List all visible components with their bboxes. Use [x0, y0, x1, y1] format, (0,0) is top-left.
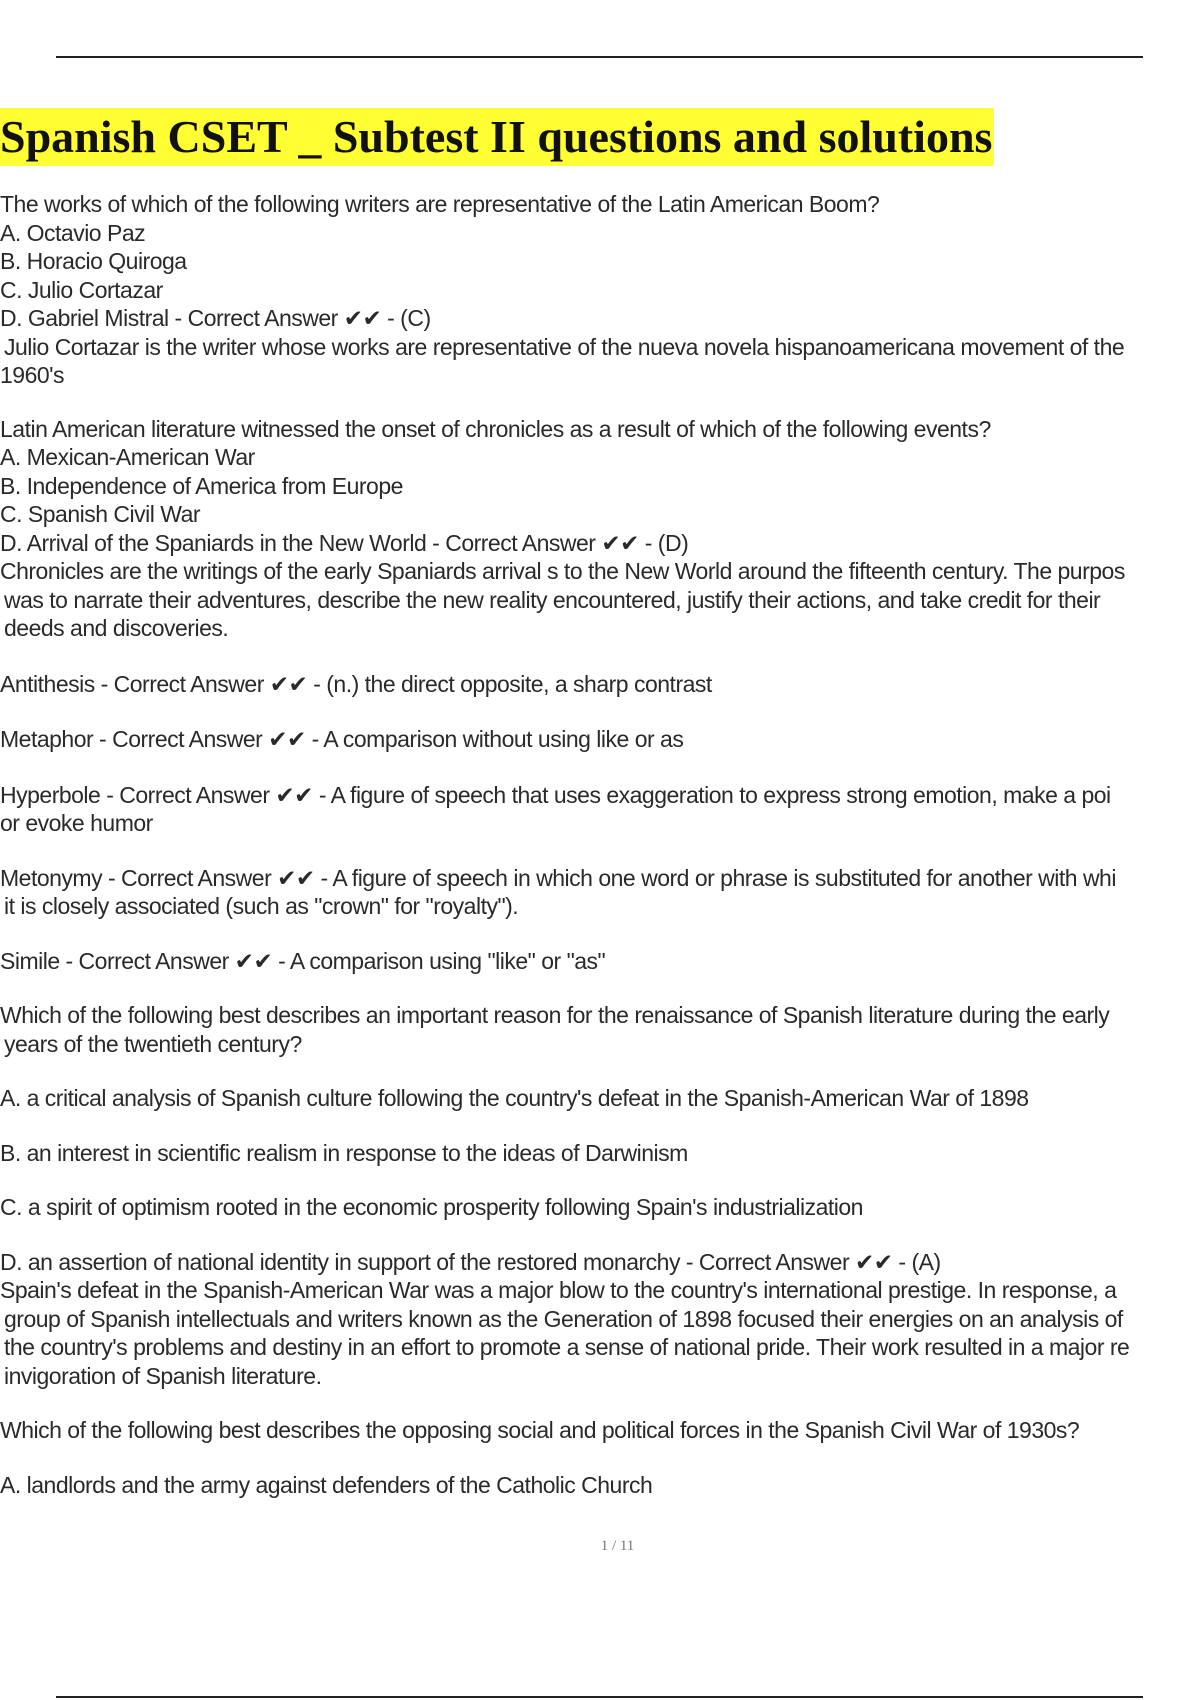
q3-option-b: B. an interest in scientific realism in response to the ideas of Darwinism	[0, 1139, 688, 1166]
document-body	[0, 190, 1200, 1499]
q3-question-line: years of the twentieth century?	[4, 1030, 302, 1057]
q1-option-d-answer: D. Gabriel Mistral - Correct Answer ✔✔ - (C)	[0, 305, 431, 331]
term-hyperbole-line: or evoke humor	[0, 810, 153, 836]
q3-option-d-answer: D. an assertion of national identity in support of the restored monarchy - Correct Answer ✔✔ - (A)	[0, 1248, 941, 1275]
q1-explanation-line: Julio Cortazar is the writer whose works are representative of the nueva novela hispanoamericana movement of the	[4, 333, 1125, 360]
q2-explanation-line: was to narrate their adventures, describe the new reality encountered, justify their actions, and take credit for their	[4, 586, 1101, 613]
bottom-rule	[56, 1696, 1143, 1698]
q4-question: Which of the following best describes the opposing social and political forces in the Spanish Civil War of 1930s?	[0, 1417, 1080, 1443]
q1-option-b: B. Horacio Quiroga	[0, 248, 187, 274]
q1-option-c: C. Julio Cortazar	[0, 276, 163, 303]
document-title: Spanish CSET _ Subtest II questions and solutions	[0, 108, 994, 166]
q1-question: The works of which of the following writers are representative of the Latin American Boom?	[0, 191, 880, 217]
q3-option-c: C. a spirit of optimism rooted in the economic prosperity following Spain's industrialization	[0, 1194, 863, 1220]
q3-explanation-line: the country's problems and destiny in an effort to promote a sense of national pride. Their work resulted in a major re	[4, 1334, 1130, 1360]
q2-option-b: B. Independence of America from Europe	[0, 472, 403, 499]
term-antithesis: Antithesis - Correct Answer ✔✔ - (n.) the direct opposite, a sharp contrast	[0, 670, 712, 697]
q3-explanation-line: group of Spanish intellectuals and writers known as the Generation of 1898 focused their energies on an analysis of	[4, 1305, 1123, 1332]
q3-explanation-line: Spain's defeat in the Spanish-American War was a major blow to the country's international prestige. In response, a	[0, 1277, 1117, 1303]
term-metaphor: Metaphor - Correct Answer ✔✔ - A comparison without using like or as	[0, 726, 684, 752]
page-number: 1 / 11	[600, 1538, 635, 1554]
q2-option-c: C. Spanish Civil War	[0, 501, 201, 527]
term-simile: Simile - Correct Answer ✔✔ - A comparison using "like" or "as"	[0, 947, 606, 974]
q2-option-a: A. Mexican-American War	[0, 444, 255, 470]
q3-question-line: Which of the following best describes an important reason for the renaissance of Spanish literature during the early	[0, 1002, 1110, 1028]
term-metonymy-line: Metonymy - Correct Answer ✔✔ - A figure of speech in which one word or phrase is substituted for another with whi	[0, 864, 1116, 891]
q4-option-a: A. landlords and the army against defenders of the Catholic Church	[0, 1471, 653, 1498]
q3-option-a: A. a critical analysis of Spanish culture following the country's defeat in the Spanish-American War of 1898	[0, 1085, 1029, 1111]
q3-explanation-line: invigoration of Spanish literature.	[4, 1362, 322, 1389]
top-rule	[56, 56, 1143, 58]
q2-question: Latin American literature witnessed the onset of chronicles as a result of which of the following events?	[0, 415, 991, 442]
q2-option-d-answer: D. Arrival of the Spaniards in the New World - Correct Answer ✔✔ - (D)	[0, 529, 689, 556]
q1-explanation-line: 1960's	[0, 362, 65, 388]
q1-option-a: A. Octavio Paz	[0, 219, 146, 246]
term-hyperbole-line: Hyperbole - Correct Answer ✔✔ - A figure of speech that uses exaggeration to express strong emotion, make a poi	[0, 781, 1111, 808]
term-metonymy-line: it is closely associated (such as "crown" for "royalty").	[4, 893, 519, 919]
q2-explanation-line: deeds and discoveries.	[4, 615, 229, 641]
q2-explanation-line: Chronicles are the writings of the early Spaniards arrival s to the New World around the fifteenth century. The purpos	[0, 558, 1125, 584]
